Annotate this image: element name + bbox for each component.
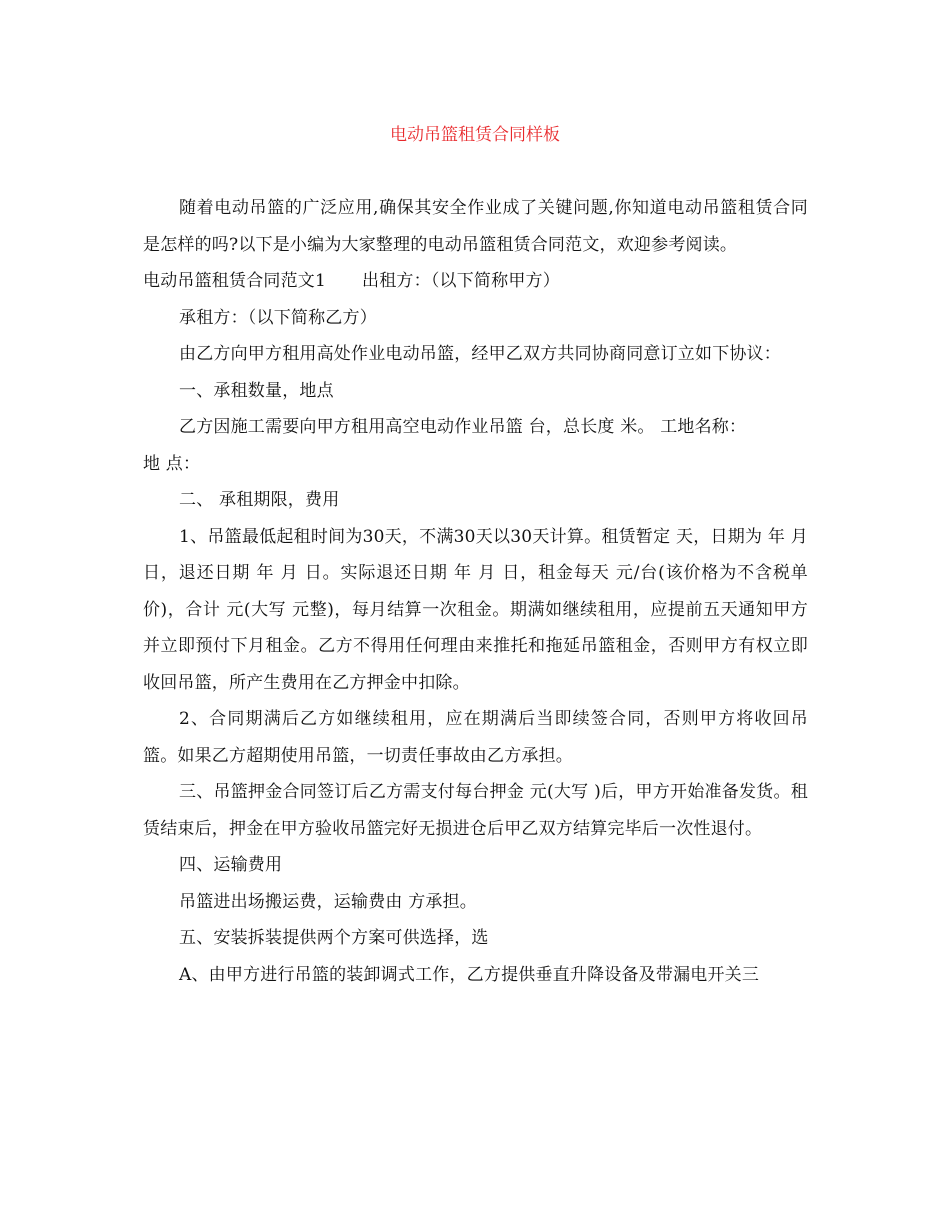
section-heading-4: 四、运输费用	[179, 855, 283, 875]
paragraph-term-2: 2、合同期满后乙方如继续租用，应在期满后当即续签合同，否则甲方将收回吊篮。如果乙方超期使用吊篮，一切责任事故由乙方承担。	[143, 709, 808, 766]
section-heading-2: 二、 承租期限，费用	[179, 490, 340, 510]
paragraph-location: 地 点：	[143, 453, 201, 474]
paragraph-deposit: 三、吊篮押金合同签订后乙方需支付每台押金 元(大写 )后，甲方开始准备发货。租赁结束后，押金在甲方验收吊篮完好无损进仓后甲乙双方结算完毕后一次性退付。	[143, 782, 808, 839]
paragraph-quantity: 乙方因施工需要向甲方租用高空电动作业吊篮 台，总长度 米。 工地名称：	[179, 417, 747, 437]
sample-title: 电动吊篮租赁合同范文1	[143, 271, 327, 291]
document-body	[143, 190, 808, 993]
paragraph-option-a: A、由甲方进行吊篮的装卸调式工作，乙方提供垂直升降设备及带漏电开关三	[179, 964, 760, 985]
paragraph-term-1: 1、吊篮最低起租时间为30天，不满30天以30天计算。租赁暂定 天，日期为 年 月 日，退还日期 年 月 日。实际退还日期 年 月 日，租金每天 元/台(该价格为不含税单价)，合计 元(大写 元整)，每月结算一次租金。期满如继续租用，应提前五天通知甲方并立即预付下月租金。乙方不得用任何理由来推托和拖延吊篮租金，否则甲方有权立即收回吊篮，所产生费用在乙方押金中扣除。	[143, 526, 808, 693]
section-heading-1: 一、承租数量，地点	[179, 380, 334, 401]
paragraph-lessee: 承租方：（以下简称乙方）	[179, 307, 377, 328]
paragraph-sample-heading	[143, 263, 808, 300]
paragraph-transport: 吊篮进出场搬运费，运输费由 方承担。	[179, 891, 478, 912]
lessor-line: 出租方：（以下简称甲方）	[362, 271, 560, 291]
section-heading-5: 五、安装拆装提供两个方案可供选择，选	[179, 928, 489, 948]
paragraph-intro: 随着电动吊篮的广泛应用,确保其安全作业成了关键问题,你知道电动吊篮租赁合同是怎样的吗?以下是小编为大家整理的电动吊篮租赁合同范文，欢迎参考阅读。	[143, 198, 808, 255]
paragraph-agreement: 由乙方向甲方租用高处作业电动吊篮，经甲乙双方共同协商同意订立如下协议：	[179, 344, 781, 364]
document-title: 电动吊篮租赁合同样板	[390, 125, 560, 145]
